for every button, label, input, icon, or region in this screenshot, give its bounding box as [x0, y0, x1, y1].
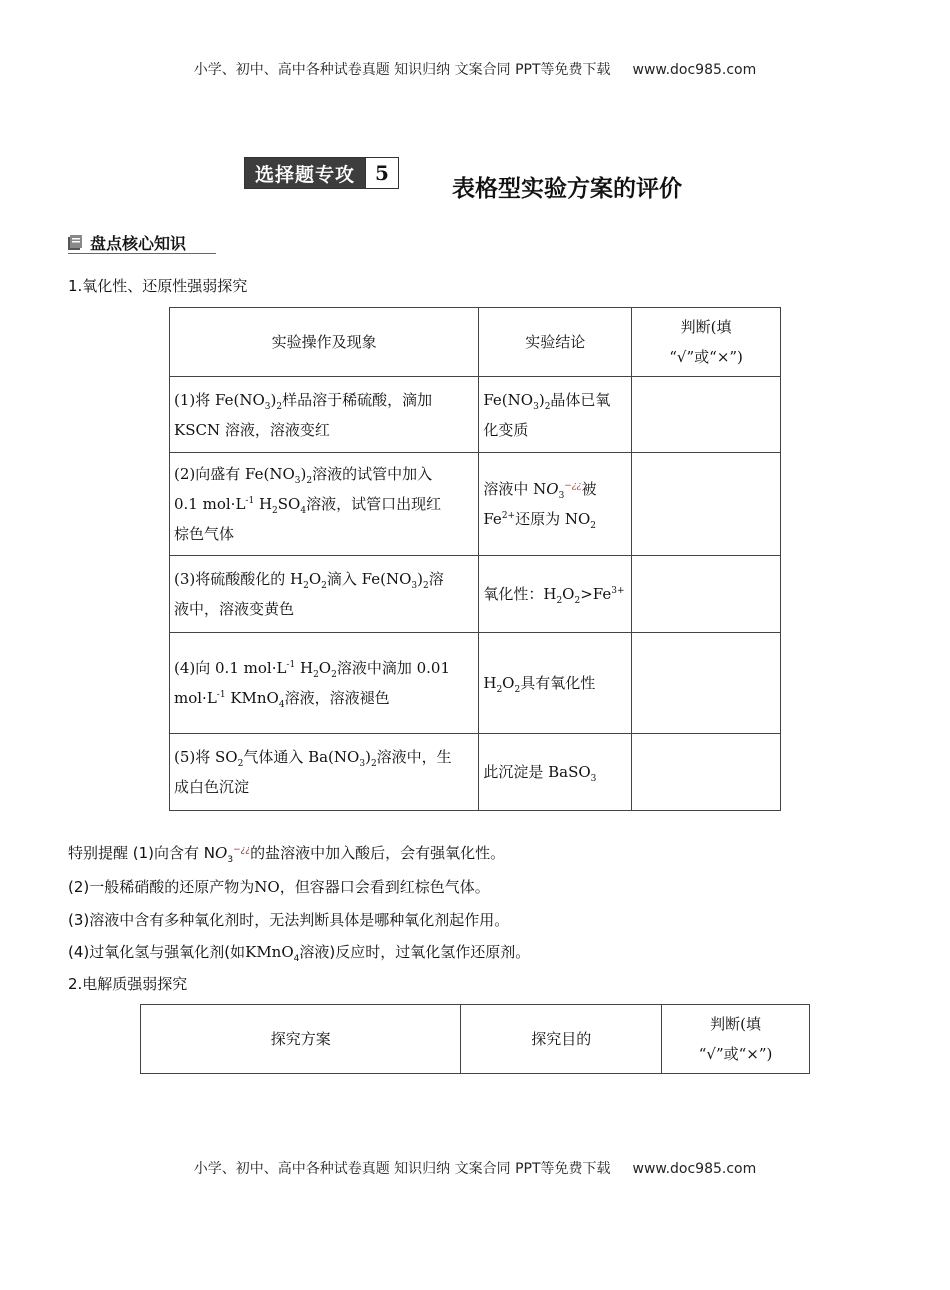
table-header-row: [141, 1005, 810, 1074]
row2-judgement-blank[interactable]: [632, 453, 781, 556]
row2-operation: (2)向盛有 $Fe(NO_3)_2$溶液的试管中加入 0.1 $mol\cdot L^{-1}$ $H_2SO_4$溶液，试管口出现红 棕色气体: [170, 453, 479, 556]
note-2: (2)一般稀硝酸的还原产物为NO，但容器口会看到红棕色气体。: [68, 878, 490, 896]
part1-heading: 1.氧化性、还原性强弱探究: [68, 277, 248, 295]
col-operation: 实验操作及现象: [170, 308, 479, 377]
badge-number: 5: [365, 158, 398, 188]
note-1: 特别提醒 (1)向含有 $NO_3^{-¿¿}$的盐溶液中加入酸后，会有强氧化性。: [68, 844, 506, 865]
page-footer: [0, 1158, 950, 1178]
row5-conclusion: 此沉淀是 BaSO$_3$: [479, 734, 632, 811]
footer-text: 小学、初中、高中各种试卷真题 知识归纳 文案合同 PPT等免费下载: [193, 1161, 611, 1177]
row1-operation: (1)将 $Fe(NO_3)_2$样品溶于稀硫酸，滴加 KSCN 溶液，溶液变红: [170, 377, 479, 453]
section-heading: [68, 231, 216, 254]
table-row: [170, 633, 781, 734]
table-row: [170, 734, 781, 811]
col-judgement-line1: 判断(填: [710, 1015, 761, 1033]
row5-operation: (5)将 $SO_2$气体通入 $Ba(NO_3)_2$溶液中，生 成白色沉淀: [170, 734, 479, 811]
row1-judgement-blank[interactable]: [632, 377, 781, 453]
table-row: [170, 377, 781, 453]
header-text: 小学、初中、高中各种试卷真题 知识归纳 文案合同 PPT等免费下载: [193, 62, 611, 78]
topic-badge: [244, 157, 399, 189]
oxidation-table: [169, 307, 781, 811]
row4-conclusion: $H_2O_2$具有氧化性: [479, 633, 632, 734]
note-3: (3)溶液中含有多种氧化剂时，无法判断具体是哪种氧化剂起作用。: [68, 911, 510, 929]
note-4: (4)过氧化氢与强氧化剂(如KMnO$_4$溶液)反应时，过氧化氢作还原剂。: [68, 943, 531, 964]
page-title: 表格型实验方案的评价: [452, 176, 682, 202]
table-row: [170, 556, 781, 633]
col-judgement-line2: “√”或“×”): [698, 1045, 773, 1063]
row2-conclusion: 溶液中 $NO_3^{-¿¿}$被 $Fe^{2+}$还原为 $NO_2$: [479, 453, 632, 556]
section-title: 盘点核心知识: [90, 233, 187, 253]
row4-operation: (4)向 0.1 $mol\cdot L^{-1}$ $H_2O_2$溶液中滴加 0.01 $mol\cdot L^{-1}$ KMnO$_4$溶液，溶液褪色: [170, 633, 479, 734]
col-plan: 探究方案: [141, 1005, 461, 1074]
row4-judgement-blank[interactable]: [632, 633, 781, 734]
col-judgement-line2: “√”或“×”): [669, 348, 743, 366]
row3-judgement-blank[interactable]: [632, 556, 781, 633]
row3-conclusion: 氧化性：$H_2O_2>Fe^{3+}$: [479, 556, 632, 633]
part2-heading: 2.电解质强弱探究: [68, 975, 188, 993]
electrolyte-table: [140, 1004, 810, 1074]
footer-url[interactable]: www.doc985.com: [632, 1161, 757, 1177]
table-header-row: [170, 308, 781, 377]
col-judgement: [662, 1005, 810, 1074]
col-purpose: 探究目的: [461, 1005, 662, 1074]
col-conclusion: 实验结论: [479, 308, 632, 377]
book-icon: [68, 235, 82, 250]
row1-conclusion: $Fe(NO_3)_2$晶体已氧 化变质: [479, 377, 632, 453]
page-header: [0, 59, 950, 79]
badge-label: 选择题专攻: [245, 158, 365, 188]
row5-judgement-blank[interactable]: [632, 734, 781, 811]
row3-operation: (3)将硫酸酸化的 $H_2O_2$滴入 $Fe(NO_3)_2$溶 液中，溶液变黄色: [170, 556, 479, 633]
col-judgement: [632, 308, 781, 377]
col-judgement-line1: 判断(填: [680, 318, 732, 336]
table-row: [170, 453, 781, 556]
header-url[interactable]: www.doc985.com: [632, 62, 757, 78]
